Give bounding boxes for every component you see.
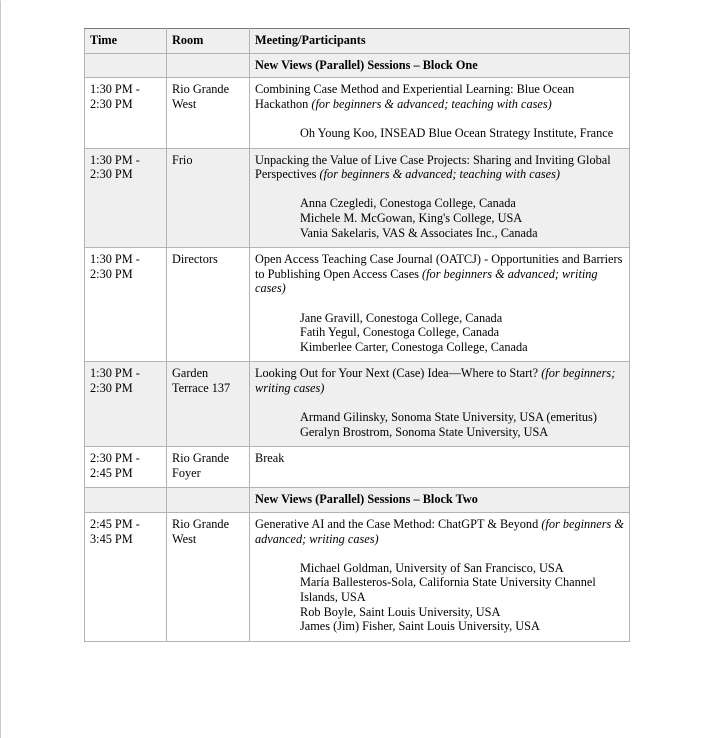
cell-room <box>167 78 250 148</box>
participant: Geralyn Brostrom, Sonoma State University, USA <box>300 424 549 439</box>
participant: Michele M. McGowan, King's College, USA <box>300 210 523 225</box>
schedule-sheet <box>84 28 629 642</box>
table-row <box>85 148 630 248</box>
cell-meeting <box>250 362 630 447</box>
table-row <box>85 248 630 362</box>
block-header-time-cell <box>85 53 167 78</box>
cell-room <box>167 148 250 248</box>
time-start: 2:30 PM - <box>90 451 140 466</box>
cell-meeting <box>250 148 630 248</box>
session-title: Unpacking the Value of Live Case Projects: Sharing and Inviting Global Perspectives <box>255 152 611 182</box>
table-header-row <box>85 29 630 54</box>
schedule-body <box>85 29 630 642</box>
room-line-1: Directors <box>172 252 218 267</box>
session-qualifier: (for beginners & advanced; teaching with cases) <box>311 96 552 111</box>
participant: Michael Goldman, University of San Francisco, USA <box>300 560 564 575</box>
cell-time <box>85 248 167 362</box>
participant-list <box>255 111 624 140</box>
room-line-1: Frio <box>172 152 193 167</box>
block-header-row <box>85 53 630 78</box>
participant: Oh Young Koo, INSEAD Blue Ocean Strategy Institute, France <box>300 125 614 140</box>
session-qualifier: (for beginners & advanced; writing cases) <box>255 266 598 296</box>
room-line-2: West <box>172 531 197 546</box>
time-end: 2:45 PM <box>90 465 133 480</box>
room-line-2: Terrace 137 <box>172 380 231 395</box>
room-line-1: Garden <box>172 366 209 381</box>
block-header-row <box>85 488 630 513</box>
session-title-block <box>255 82 624 111</box>
column-header-time: Time <box>85 29 167 54</box>
time-start: 1:30 PM - <box>90 82 140 97</box>
room-line-2: Foyer <box>172 465 201 480</box>
table-row <box>85 447 630 488</box>
participant: Anna Czegledi, Conestoga College, Canada <box>300 196 516 211</box>
conference-schedule-table <box>84 28 630 642</box>
block-header-room-cell <box>167 53 250 78</box>
time-end: 2:30 PM <box>90 96 133 111</box>
participant-spacer <box>300 296 624 311</box>
participant-list <box>255 546 624 634</box>
session-title: Looking Out for Your Next (Case) Idea—Where to Start? <box>255 366 539 381</box>
cell-time <box>85 148 167 248</box>
cell-room <box>167 248 250 362</box>
cell-meeting <box>250 447 630 488</box>
block-header-label: New Views (Parallel) Sessions – Block Two <box>250 488 630 513</box>
cell-time <box>85 513 167 642</box>
cell-room <box>167 447 250 488</box>
cell-meeting <box>250 513 630 642</box>
session-title-block <box>255 517 624 546</box>
participant: Armand Gilinsky, Sonoma State University, USA (emeritus) <box>300 410 597 425</box>
participant: María Ballesteros-Sola, California State University Channel Islands, USA <box>300 575 596 604</box>
session-title-block <box>255 451 624 466</box>
session-title: Break <box>255 451 285 466</box>
participant-spacer <box>300 395 624 410</box>
cell-time <box>85 78 167 148</box>
session-qualifier: (for beginners & advanced; teaching with cases) <box>319 167 560 182</box>
time-end: 2:30 PM <box>90 167 133 182</box>
session-qualifier: (for beginners & advanced; writing cases) <box>255 517 624 546</box>
room-line-2: West <box>172 96 197 111</box>
cell-time <box>85 362 167 447</box>
block-header-time-cell <box>85 488 167 513</box>
room-line-1: Rio Grande <box>172 82 230 97</box>
time-start: 1:30 PM - <box>90 366 140 381</box>
block-header-label: New Views (Parallel) Sessions – Block One <box>250 53 630 78</box>
time-end: 3:45 PM <box>90 531 133 546</box>
session-title-block <box>255 366 624 395</box>
table-row <box>85 362 630 447</box>
participant-list <box>255 395 624 439</box>
participant: James (Jim) Fisher, Saint Louis University, USA <box>300 619 540 634</box>
cell-meeting <box>250 248 630 362</box>
participant-spacer <box>300 182 624 197</box>
cell-room <box>167 513 250 642</box>
time-start: 2:45 PM - <box>90 517 140 532</box>
cell-meeting <box>250 78 630 148</box>
participant-spacer <box>300 546 624 561</box>
session-title: Combining Case Method and Experiential Learning: Blue Ocean Hackathon <box>255 82 575 111</box>
participant-list <box>255 296 624 354</box>
cell-room <box>167 362 250 447</box>
room-line-1: Rio Grande <box>172 451 230 466</box>
column-header-room: Room <box>167 29 250 54</box>
table-row <box>85 513 630 642</box>
column-header-meeting: Meeting/Participants <box>250 29 630 54</box>
session-title-block <box>255 153 624 182</box>
time-end: 2:30 PM <box>90 380 133 395</box>
time-start: 1:30 PM - <box>90 252 140 267</box>
participant: Fatih Yegul, Conestoga College, Canada <box>300 325 500 340</box>
session-qualifier: (for beginners; writing cases) <box>255 366 616 395</box>
participant-list <box>255 182 624 240</box>
room-line-1: Rio Grande <box>172 517 230 532</box>
participant: Kimberlee Carter, Conestoga College, Canada <box>300 339 528 354</box>
time-start: 1:30 PM - <box>90 152 140 167</box>
session-title: Open Access Teaching Case Journal (OATCJ) - Opportunities and Barriers to Publishing Open Access Cases <box>255 252 623 281</box>
participant: Vania Sakelaris, VAS & Associates Inc., Canada <box>300 225 538 240</box>
cell-time <box>85 447 167 488</box>
session-title-block <box>255 252 624 296</box>
time-end: 2:30 PM <box>90 266 133 281</box>
participant: Jane Gravill, Conestoga College, Canada <box>300 310 503 325</box>
participant-spacer <box>300 111 624 126</box>
participant: Rob Boyle, Saint Louis University, USA <box>300 604 501 619</box>
table-row <box>85 78 630 148</box>
session-title: Generative AI and the Case Method: ChatGPT & Beyond <box>255 517 539 532</box>
block-header-room-cell <box>167 488 250 513</box>
